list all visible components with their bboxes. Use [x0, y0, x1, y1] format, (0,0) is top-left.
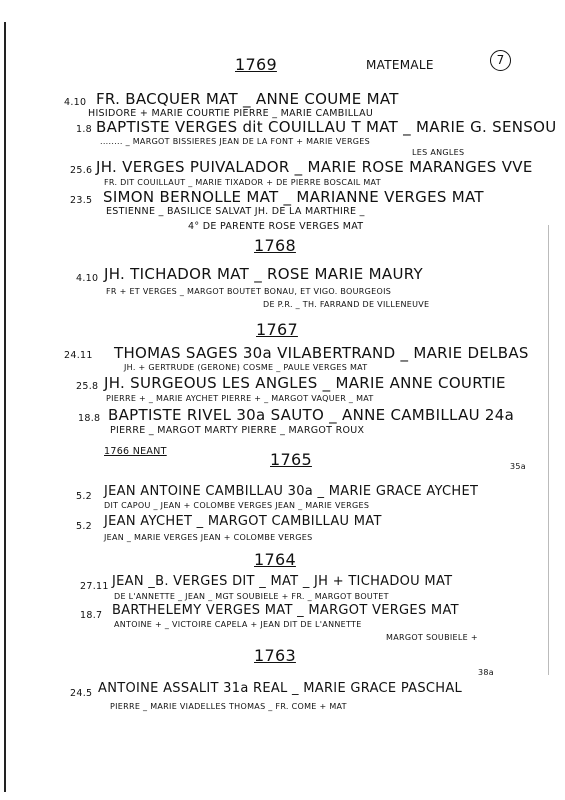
entry-sub: JH. + GERTRUDE (GERONE) COSME _ PAULE VERGES MAT [124, 363, 368, 372]
entry-sub: PIERRE + _ MARIE AYCHET PIERRE + _ MARGOT VAQUER _ MAT [106, 394, 374, 403]
entry-date: 5.2 [76, 491, 93, 502]
entry-sub: 4° DE PARENTE ROSE VERGES MAT [188, 221, 364, 232]
entry-note: LES ANGLES [412, 148, 465, 157]
entry-main: FR. BACQUER MAT _ ANNE COUME MAT [96, 90, 399, 108]
section-year: 1768 [254, 236, 296, 255]
entry-sub: FR. DIT COUILLAUT _ MARIE TIXADOR + DE PIERRE BOSCAIL MAT [104, 178, 381, 187]
entry-date: 4.10 [64, 97, 87, 108]
section-year: 1764 [254, 550, 296, 569]
entry-date: 24.11 [64, 350, 93, 361]
entry-sub: DIT CAPOU _ JEAN + COLOMBE VERGES JEAN _ MARIE VERGES [104, 501, 370, 510]
entry-main: BAPTISTE VERGES dit COUILLAU T MAT _ MARIE G. SENSOU [96, 118, 557, 136]
entry-note: 35a [510, 462, 526, 471]
entry-sub: ESTIENNE _ BASILICE SALVAT JH. DE LA MARTHIRE _ [106, 206, 365, 217]
entry-sub: MARGOT SOUBIELE + [386, 633, 478, 642]
section-year: 1763 [254, 646, 296, 665]
entry-date: 27.11 [80, 581, 109, 592]
entry-sub: ANTOINE + _ VICTOIRE CAPELA + JEAN DIT DE L'ANNETTE [114, 620, 362, 629]
entry-sub: DE P.R. _ TH. FARRAND DE VILLENEUVE [263, 300, 430, 309]
right-border-line [548, 225, 549, 675]
entry-main: SIMON BERNOLLE MAT _ MARIANNE VERGES MAT [103, 188, 484, 206]
entry-date: 5.2 [76, 521, 93, 532]
section-year: 1767 [256, 320, 298, 339]
entry-main: JH. SURGEOUS LES ANGLES _ MARIE ANNE COURTIE [104, 374, 506, 392]
entry-main: JEAN ANTOINE CAMBILLAU 30a _ MARIE GRACE AYCHET [104, 484, 479, 499]
section-year: 1765 [270, 450, 312, 469]
page-number: 7 [490, 50, 511, 71]
entry-date: 24.5 [70, 688, 93, 699]
entry-sub: PIERRE _ MARIE VIADELLES THOMAS _ FR. COME + MAT [110, 702, 347, 711]
page-title: MATEMALE [366, 58, 434, 72]
entry-sub: PIERRE _ MARGOT MARTY PIERRE _ MARGOT ROUX [110, 425, 365, 436]
entry-sub: FR + ET VERGES _ MARGOT BOUTET BONAU, ET VIGO. BOURGEOIS [106, 287, 392, 296]
entry-main: JEAN _B. VERGES DIT _ MAT _ JH + TICHADOU MAT [112, 574, 453, 589]
entry-main: ANTOINE ASSALIT 31a REAL _ MARIE GRACE PASCHAL [98, 681, 463, 696]
entry-note: 38a [478, 668, 494, 677]
entry-date: 18.7 [80, 610, 103, 621]
left-border-line [4, 22, 6, 792]
entry-date: 1.8 [76, 124, 93, 135]
entry-main: JEAN AYCHET _ MARGOT CAMBILLAU MAT [104, 514, 382, 529]
entry-main: BAPTISTE RIVEL 30a SAUTO _ ANNE CAMBILLAU 24a [108, 406, 515, 424]
entry-sub: JEAN _ MARIE VERGES JEAN + COLOMBE VERGES [104, 533, 313, 542]
entry-sub: HISIDORE + MARIE COURTIE PIERRE _ MARIE CAMBILLAU [88, 108, 374, 119]
neant-note: 1766 NEANT [104, 446, 167, 457]
entry-sub: DE L'ANNETTE _ JEAN _ MGT SOUBIELE + FR. _ MARGOT BOUTET [114, 592, 389, 601]
entry-date: 18.8 [78, 413, 101, 424]
entry-date: 25.6 [70, 165, 93, 176]
entry-sub: ........ _ MARGOT BISSIERES JEAN DE LA FONT + MARIE VERGES [100, 137, 371, 146]
page-year: 1769 [235, 55, 277, 74]
entry-date: 25.8 [76, 381, 99, 392]
entry-date: 4.10 [76, 273, 99, 284]
entry-main: THOMAS SAGES 30a VILABERTRAND _ MARIE DELBAS [114, 344, 529, 362]
entry-main: JH. VERGES PUIVALADOR _ MARIE ROSE MARANGES VVE [96, 158, 533, 176]
entry-date: 23.5 [70, 195, 93, 206]
entry-main: BARTHELEMY VERGES MAT _ MARGOT VERGES MAT [112, 603, 459, 618]
entry-main: JH. TICHADOR MAT _ ROSE MARIE MAURY [104, 265, 423, 283]
